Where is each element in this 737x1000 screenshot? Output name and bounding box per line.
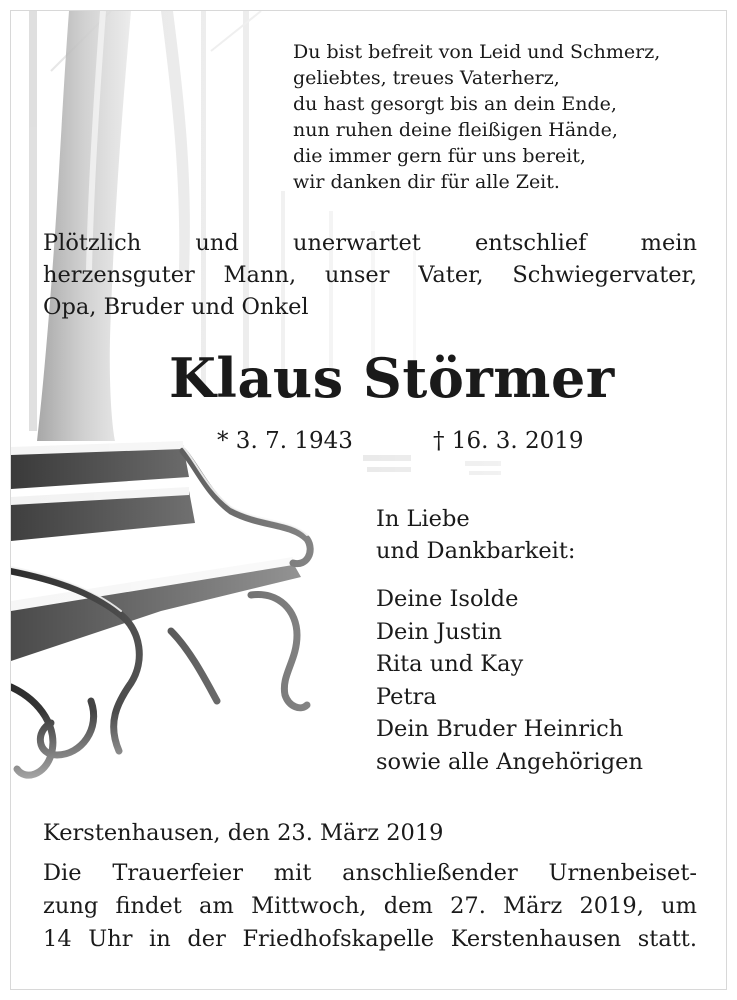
thanks-line: und Dankbarkeit: <box>376 538 576 564</box>
intro-line: Opa, Bruder und Onkel <box>43 294 309 320</box>
place-and-date: Kerstenhausen, den 23. März 2019 <box>43 820 444 846</box>
announcement-intro <box>43 227 697 323</box>
mourners-list <box>376 583 643 778</box>
poem-line: Du bist befreit von Leid und Schmerz, <box>293 41 661 63</box>
funeral-line: 14 Uhr in der Friedhofskapelle Kerstenhausen statt. <box>43 926 697 952</box>
thanks-note <box>376 503 575 567</box>
poem-line: du hast gesorgt bis an dein Ende, <box>293 93 617 115</box>
intro-line: herzensguter Mann, unser Vater, Schwiegervater, <box>43 262 697 288</box>
memorial-poem <box>293 39 660 195</box>
thanks-line: In Liebe <box>376 506 470 532</box>
intro-line: Plötzlich und unerwartet entschlief mein <box>43 230 697 256</box>
mourner-entry: Deine Isolde <box>376 586 519 612</box>
deceased-name: Klaus Störmer <box>169 346 615 410</box>
obituary-card <box>10 10 727 990</box>
death-date: † 16. 3. 2019 <box>433 428 584 454</box>
poem-line: geliebtes, treues Vaterherz, <box>293 67 560 89</box>
mourner-entry: Dein Justin <box>376 618 502 645</box>
mourner-entry: Rita und Kay <box>376 651 524 677</box>
funeral-notice <box>43 857 697 956</box>
mourner-entry: Dein Bruder Heinrich <box>376 716 624 742</box>
mourner-entry: Petra <box>376 683 437 710</box>
birth-date: * 3. 7. 1943 <box>217 428 353 454</box>
mourner-entry: sowie alle Angehörigen <box>376 748 643 775</box>
funeral-line: zung findet am Mittwoch, dem 27. März 2019, um <box>43 893 697 919</box>
poem-line: wir danken dir für alle Zeit. <box>293 171 560 193</box>
poem-line: nun ruhen deine fleißigen Hände, <box>293 119 618 141</box>
funeral-line: Die Trauerfeier mit anschließender Urnenbeiset- <box>43 860 697 886</box>
poem-line: die immer gern für uns bereit, <box>293 145 586 167</box>
